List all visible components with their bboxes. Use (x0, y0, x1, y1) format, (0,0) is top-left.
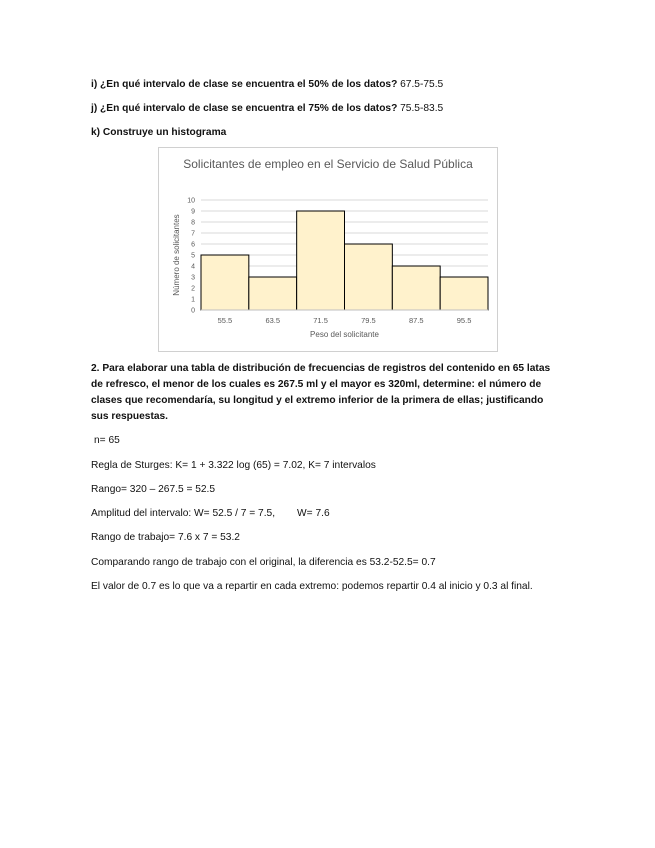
question-j-mid: de los datos? (328, 103, 398, 114)
question-j-pct: 75% (308, 103, 329, 114)
x-tick-label: 63.5 (265, 316, 281, 325)
y-tick-label: 6 (191, 241, 195, 249)
y-tick-label: 5 (191, 252, 195, 260)
solution-trabajo: Rango de trabajo= 7.6 x 7 = 53.2 (91, 532, 240, 543)
solution-n: n= 65 (94, 435, 120, 446)
histogram-bar (201, 255, 249, 310)
y-tick-label: 3 (191, 274, 195, 282)
question-j-answer: 75.5-83.5 (397, 103, 444, 114)
x-tick-label: 95.5 (456, 316, 472, 325)
solution-rango: Rango= 320 – 267.5 = 52.5 (91, 484, 216, 495)
question-i (91, 78, 443, 91)
histogram-bar (392, 266, 440, 310)
question-j (91, 102, 443, 115)
y-tick-label: 8 (191, 219, 195, 227)
y-tick-label: 0 (191, 307, 195, 315)
histogram-bar (297, 211, 345, 310)
question-i-pct: 50% (308, 79, 329, 90)
chart-title: Solicitantes de empleo en el Servicio de Salud Pública (183, 157, 473, 171)
y-tick-label: 9 (191, 208, 195, 216)
histogram-chart (158, 147, 498, 352)
solution-sturges: Regla de Sturges: K= 1 + 3.322 log (65) = 7.02, K= 7 intervalos (91, 460, 376, 471)
question-i-mid: de los datos? (328, 79, 398, 90)
y-axis-label: Número de solicitantes (172, 214, 181, 296)
x-axis-label: Peso del solicitante (310, 330, 379, 339)
histogram-bar (440, 277, 488, 310)
problem-2-text: 2. Para elaborar una tabla de distribución de frecuencias de registros del contenido en 65 latas de refresco, el menor de los cuales es 267.5 ml y el mayor es 320ml, determine: el número de clases que recomendaría, su longitud y el extremo inferior de la primera de ellas; justificando sus respuestas. (91, 363, 551, 422)
x-tick-label: 87.5 (408, 316, 424, 325)
solution-w: W= 7.6 (297, 508, 330, 519)
y-tick-label: 2 (191, 285, 195, 293)
y-tick-label: 4 (191, 263, 195, 271)
solution-amplitud-text: Amplitud del intervalo: W= 52.5 / 7 = 7.5, (91, 508, 276, 519)
x-tick-label: 55.5 (217, 316, 233, 325)
solution-valor: El valor de 0.7 es lo que va a repartir en cada extremo: podemos repartir 0.4 al inicio y 0.3 al final. (91, 581, 533, 592)
y-tick-label: 1 (191, 296, 195, 304)
y-tick-label: 10 (187, 197, 195, 205)
histogram-bar (249, 277, 297, 310)
question-k: k) Construye un histograma (91, 127, 227, 138)
question-j-prefix: j) ¿En qué intervalo de clase se encuentra el (91, 103, 309, 114)
chart-plot (159, 148, 497, 351)
solution-amplitud (91, 507, 330, 520)
question-i-answer: 67.5-75.5 (397, 79, 444, 90)
y-tick-label: 7 (191, 230, 195, 238)
solution-comparando: Comparando rango de trabajo con el original, la diferencia es 53.2-52.5= 0.7 (91, 557, 436, 568)
x-tick-label: 71.5 (313, 316, 328, 325)
histogram-bar (345, 244, 393, 310)
question-i-prefix: i) ¿En qué intervalo de clase se encuentra el (91, 79, 309, 90)
x-tick-label: 79.5 (361, 316, 376, 325)
